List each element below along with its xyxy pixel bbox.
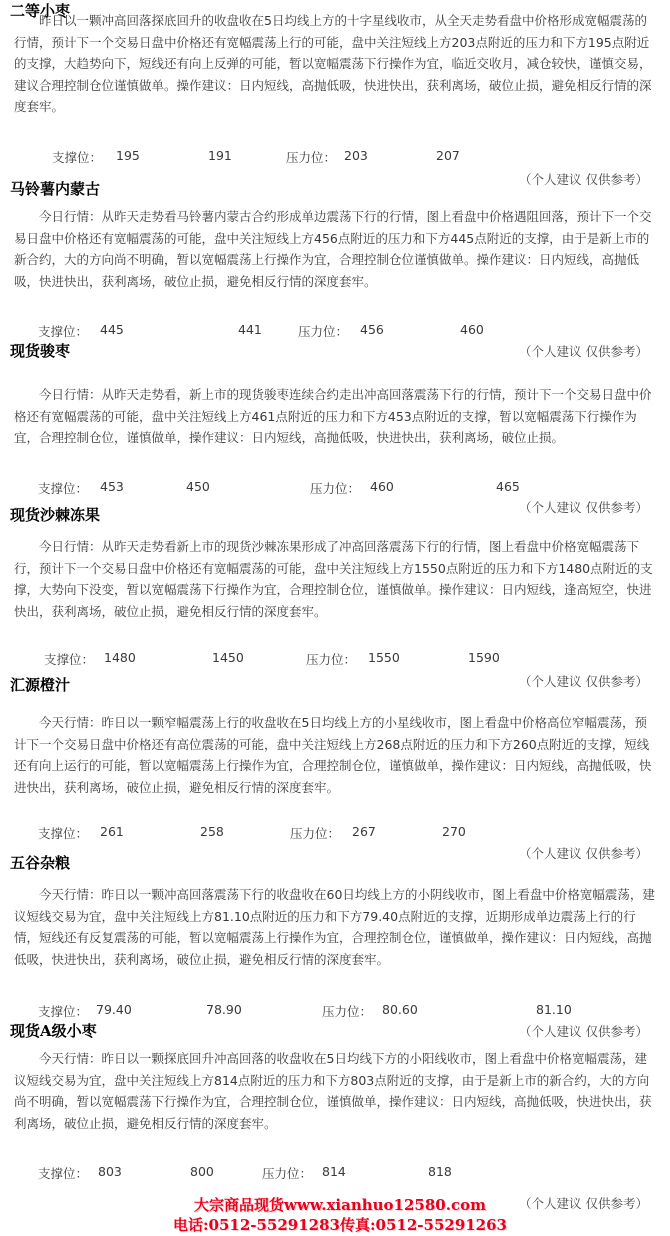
support-value-1: 803: [98, 1164, 122, 1179]
pressure-value-1: 203: [344, 148, 368, 163]
pressure-value-2: 460: [460, 322, 484, 337]
support-value-2: 1450: [212, 650, 244, 665]
pressure-label: 压力位：: [298, 324, 349, 339]
price-levels: [0, 650, 670, 668]
support-value-2: 441: [238, 322, 262, 337]
pressure-value-2: 207: [436, 148, 460, 163]
pressure-value-1: 456: [360, 322, 384, 337]
pressure-value-2: 465: [496, 479, 520, 494]
pressure-value-2: 270: [442, 824, 466, 839]
disclaimer-note: （个人建议 仅供参考）: [519, 846, 648, 861]
disclaimer-note: （个人建议 仅供参考）: [519, 674, 648, 689]
support-value-1: 79.40: [96, 1002, 132, 1017]
section-title: 现货沙棘冻果: [10, 506, 101, 524]
section-paragraph: 今日行情：从昨天走势看新上市的现货沙棘冻果形成了冲高回落震荡下行的行情，图上看盘中价格宽幅震荡下行，预计下一个交易日盘中价格还有宽幅震荡的可能，盘中关注短线上方1550点附近的压力和下方1480点附近的支撑，大势向下没变，暂以宽幅震荡下行操作为宜，合理控制仓位，谨慎做单。操作建议：日内短线，逢高短空，快进快出，获利离场，破位止损，避免相反行情的深度套牢。: [14, 539, 653, 619]
pressure-label: 压力位：: [262, 1166, 313, 1181]
section-paragraph: 昨日以一颗冲高回落探底回升的收盘收在5日均线上方的十字星线收市，从全天走势看盘中价格形成宽幅震荡的行情，预计下一个交易日盘中价格还有宽幅震荡上行的可能，盘中关注短线上方203点附近的压力和下方195点附近的支撑，大趋势向下，短线还有向上反弹的可能，暂以宽幅震荡下行操作为宜，临近交收月，减仓较快，谨慎交易，建议合理控制仓位谨慎做单。操作建议：日内短线，高抛低吸，快进快出，获利离场，破位止损，避免相反行情的深度套牢。: [14, 13, 652, 114]
pressure-value-1: 460: [370, 479, 394, 494]
pressure-value-2: 1590: [468, 650, 500, 665]
section-title: 现货A级小枣: [10, 1022, 97, 1040]
price-levels: [0, 1002, 670, 1020]
disclaimer-note: （个人建议 仅供参考）: [519, 172, 648, 187]
price-levels: [0, 322, 670, 340]
price-levels: [0, 148, 670, 166]
footer-phone-fax: 电话:0512-55291283传真:0512-55291263: [172, 1216, 507, 1234]
section-title: 马铃薯内蒙古: [10, 180, 101, 198]
support-label: 支撑位：: [52, 150, 103, 165]
pressure-value-1: 814: [322, 1164, 346, 1179]
pressure-label: 压力位：: [306, 652, 357, 667]
disclaimer-note-footer: （个人建议 仅供参考）: [519, 1196, 648, 1211]
support-value-2: 191: [208, 148, 232, 163]
support-value-1: 1480: [104, 650, 136, 665]
price-levels: [0, 1164, 670, 1182]
support-label: 支撑位：: [38, 1166, 89, 1181]
support-value-2: 800: [190, 1164, 214, 1179]
pressure-value-1: 267: [352, 824, 376, 839]
support-label: 支撑位：: [38, 481, 89, 496]
support-label: 支撑位：: [38, 1004, 89, 1019]
support-value-2: 258: [200, 824, 224, 839]
price-levels: [0, 479, 670, 497]
pressure-value-1: 80.60: [382, 1002, 418, 1017]
section-paragraph: 今日行情：从昨天走势看，新上市的现货骏枣连续合约走出冲高回落震荡下行的行情，预计下一个交易日盘中价格还有宽幅震荡的可能，盘中关注短线上方461点附近的压力和下方453点附近的支撑，暂以宽幅震荡下行操作为宜，合理控制仓位，谨慎做单，操作建议：日内短线，高抛低吸，快进快出，获利离场，破位止损。: [14, 387, 652, 445]
support-label: 支撑位：: [44, 652, 95, 667]
section-paragraph: 今天行情：昨日以一颗探底回升冲高回落的收盘收在5日均线下方的小阳线收市，图上看盘中价格宽幅震荡，建议短线交易为宜，盘中关注短线上方814点附近的压力和下方803点附近的支撑，由于是新上市的新合约，大的方向尚不明确，暂以宽幅震荡下行操作为宜，合理控制仓位，谨慎做单，操作建议：日内短线，高抛低吸，快进快出，获利离场，破位止损，避免相反行情的深度套牢。: [14, 1051, 652, 1131]
support-value-2: 78.90: [206, 1002, 242, 1017]
price-levels: [0, 824, 670, 842]
support-value-1: 453: [100, 479, 124, 494]
disclaimer-note: （个人建议 仅供参考）: [519, 500, 648, 515]
pressure-value-2: 818: [428, 1164, 452, 1179]
pressure-label: 压力位：: [310, 481, 361, 496]
pressure-label: 压力位：: [290, 826, 341, 841]
disclaimer-note: （个人建议 仅供参考）: [519, 1024, 648, 1039]
section-paragraph: 今天行情：昨日以一颗窄幅震荡上行的收盘收在5日均线上方的小星线收市，图上看盘中价格高位窄幅震荡，预计下一个交易日盘中价格还有高位震荡的可能，盘中关注短线上方268点附近的压力和下方260点附近的支撑，短线还有向上运行的可能，暂以宽幅震荡上行操作为宜，合理控制仓位，谨慎做单，操作建议：日内短线，高抛低吸，快进快出，获利离场，破位止损，避免相反行情的深度套牢。: [14, 715, 652, 795]
pressure-value-2: 81.10: [536, 1002, 572, 1017]
pressure-label: 压力位：: [322, 1004, 373, 1019]
section-title: 汇源橙汁: [10, 676, 71, 694]
support-value-1: 261: [100, 824, 124, 839]
support-value-2: 450: [186, 479, 210, 494]
section-paragraph: 今日行情：从昨天走势看马铃薯内蒙古合约形成单边震荡下行的行情，图上看盘中价格遇阻回落，预计下一个交易日盘中价格还有宽幅震荡的可能，盘中关注短线上方456点附近的压力和下方445点附近的支撑，由于是新上市的新合约，大的方向尚不明确，暂以宽幅震荡上行操作为宜，合理控制仓位谨慎做单。操作建议：日内短线，高抛低吸，快进快出，获利离场，破位止损，避免相反行情的深度套牢。: [14, 209, 652, 289]
footer-website: 大宗商品现货www.xianhuo12580.com: [194, 1196, 486, 1214]
support-value-1: 195: [116, 148, 140, 163]
support-label: 支撑位：: [38, 826, 89, 841]
pressure-value-1: 1550: [368, 650, 400, 665]
section-title: 五谷杂粮: [10, 854, 71, 872]
support-label: 支撑位：: [38, 324, 89, 339]
section-paragraph: 今天行情：昨日以一颗冲高回落震荡下行的收盘收在60日均线上方的小阴线收市，图上看盘中价格宽幅震荡，建议短线交易为宜，盘中关注短线上方81.10点附近的压力和下方79.40点附近的支撑，近期形成单边震荡上行的行情，短线还有反复震荡的可能，暂以宽幅震荡上行操作为宜，合理控制仓位，谨慎做单，操作建议：日内短线，高抛低吸，快进快出，获利离场，破位止损，避免相反行情的深度套牢。: [14, 887, 655, 967]
pressure-label: 压力位：: [286, 150, 337, 165]
section-title: 二等小枣: [10, 2, 71, 20]
disclaimer-note: （个人建议 仅供参考）: [519, 344, 648, 359]
section-title: 现货骏枣: [10, 342, 71, 360]
support-value-1: 445: [100, 322, 124, 337]
